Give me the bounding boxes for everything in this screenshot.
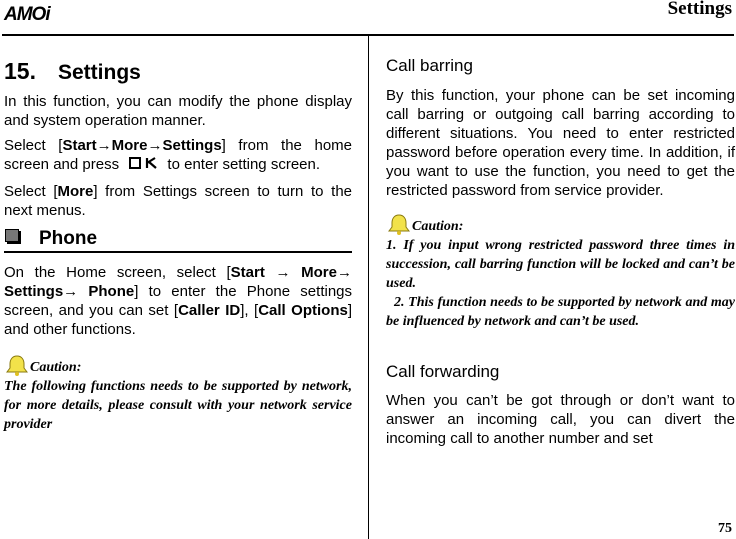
chapter-heading: [4, 58, 352, 84]
caution-item-2: 2. This function needs to be supported by network and may be influenced by network and can’t be used.: [386, 295, 735, 329]
phone-paragraph: On the Home screen, select [Start → More→ Settings→ Phone] to enter the Phone settings screen, and you can set [Caller ID], [Call Options] and other functions.: [4, 264, 353, 338]
square-bullet-icon: [5, 229, 19, 242]
caution-item-1: 1. If you input wrong restricted password three times in succession, call barring function will be locked and can’t be used.: [386, 238, 735, 291]
intro-paragraph: In this function, you can modify the phone display and system operation manner.: [4, 93, 352, 129]
call-forwarding-title: Call forwarding: [386, 362, 500, 381]
chapter-number: 15.: [4, 58, 36, 84]
page-number: 75: [718, 521, 732, 536]
amoi-logo-icon: [3, 2, 73, 24]
select-path-paragraph: Select [Start→More→Settings] from the home screen and press to enter setting screen.: [4, 137, 352, 173]
column-divider: [368, 36, 369, 539]
call-forwarding-text: When you can’t be got through or don’t want to answer an incoming call, you can divert the incoming call to another number and set: [386, 392, 735, 447]
logo-text: AMOi: [4, 4, 50, 24]
section-title: Settings: [667, 0, 732, 19]
caution-text: The following functions needs to be supported by network, for more details, please consult with your network service provider: [4, 379, 352, 432]
caution-bell-icon: [4, 353, 30, 377]
call-barring-title: Call barring: [386, 56, 473, 75]
more-label: More: [111, 137, 148, 154]
more-label-2: More: [57, 183, 94, 200]
caution-header-2: Caution:: [386, 212, 735, 236]
brand-logo: [3, 2, 73, 29]
more-paragraph: Select [More] from Settings screen to turn to the next menus.: [4, 183, 353, 219]
call-barring-text: By this function, your phone can be set incoming call barring or outgoing call barring according to different situations. You need to enter restricted password before operation every time. In addition, if you want to use the function, you need to get the restricted password from service provider.: [386, 87, 735, 199]
settings-label: Settings: [162, 137, 222, 154]
caution-bell-icon: [386, 212, 412, 236]
chapter-title: Settings: [57, 61, 141, 84]
right-column: [386, 56, 735, 448]
left-column: [4, 58, 353, 434]
caution-header: Caution:: [4, 353, 352, 377]
ok-key-icon: [129, 156, 161, 170]
phone-heading: Phone: [4, 229, 352, 253]
start-label: Start: [62, 137, 97, 154]
